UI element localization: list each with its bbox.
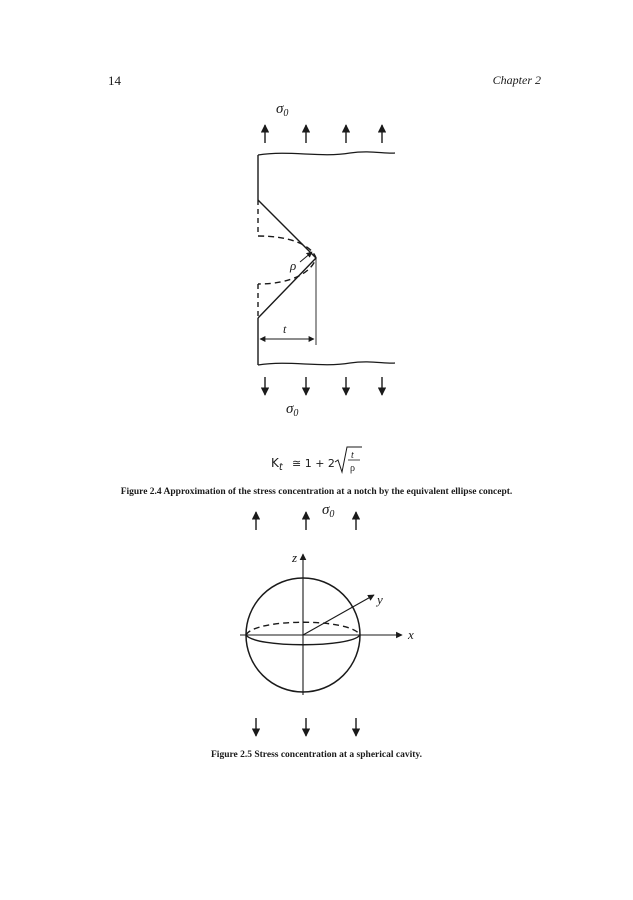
figure-2-5-spherical-cavity <box>240 502 414 736</box>
figure-2-5-caption: Figure 2.5 Stress concentration at a spherical cavity. <box>211 750 422 760</box>
bottom-stress-arrows <box>265 377 382 395</box>
x-axis-label: x <box>408 627 414 642</box>
formula-denominator: ρ <box>350 463 355 474</box>
stress-top-label: $\sigma_0$ <box>276 101 289 119</box>
formula-numerator: t <box>351 450 354 461</box>
stress-top-label-2: $\sigma_0$ <box>322 502 335 520</box>
top-break-line <box>258 152 395 155</box>
top-stress-arrows-2 <box>256 512 356 530</box>
formula-lhs: $K_t$ <box>271 456 283 473</box>
chapter-title: Chapter 2 <box>492 73 541 87</box>
y-axis <box>303 595 374 635</box>
y-axis-label: y <box>377 592 383 607</box>
depth-label: t <box>283 322 287 336</box>
stress-concentration-formula <box>271 447 362 474</box>
z-axis-label: z <box>292 550 298 565</box>
v-notch <box>258 200 316 318</box>
square-root-sign <box>335 447 362 472</box>
bottom-stress-arrows-2 <box>256 718 356 736</box>
formula-relation: ≅ 1 + 2 <box>292 457 335 470</box>
radius-label: ρ <box>290 258 297 273</box>
figure-2-4-caption: Figure 2.4 Approximation of the stress concentration at a notch by the equivalent ellipse concept. <box>120 487 513 497</box>
stress-bottom-label: $\sigma_0$ <box>286 401 299 419</box>
top-stress-arrows <box>265 125 382 143</box>
radius-pointer <box>300 252 312 262</box>
page-number: 14 <box>108 73 121 88</box>
bottom-break-line <box>258 362 395 365</box>
equivalent-ellipse <box>258 236 316 284</box>
